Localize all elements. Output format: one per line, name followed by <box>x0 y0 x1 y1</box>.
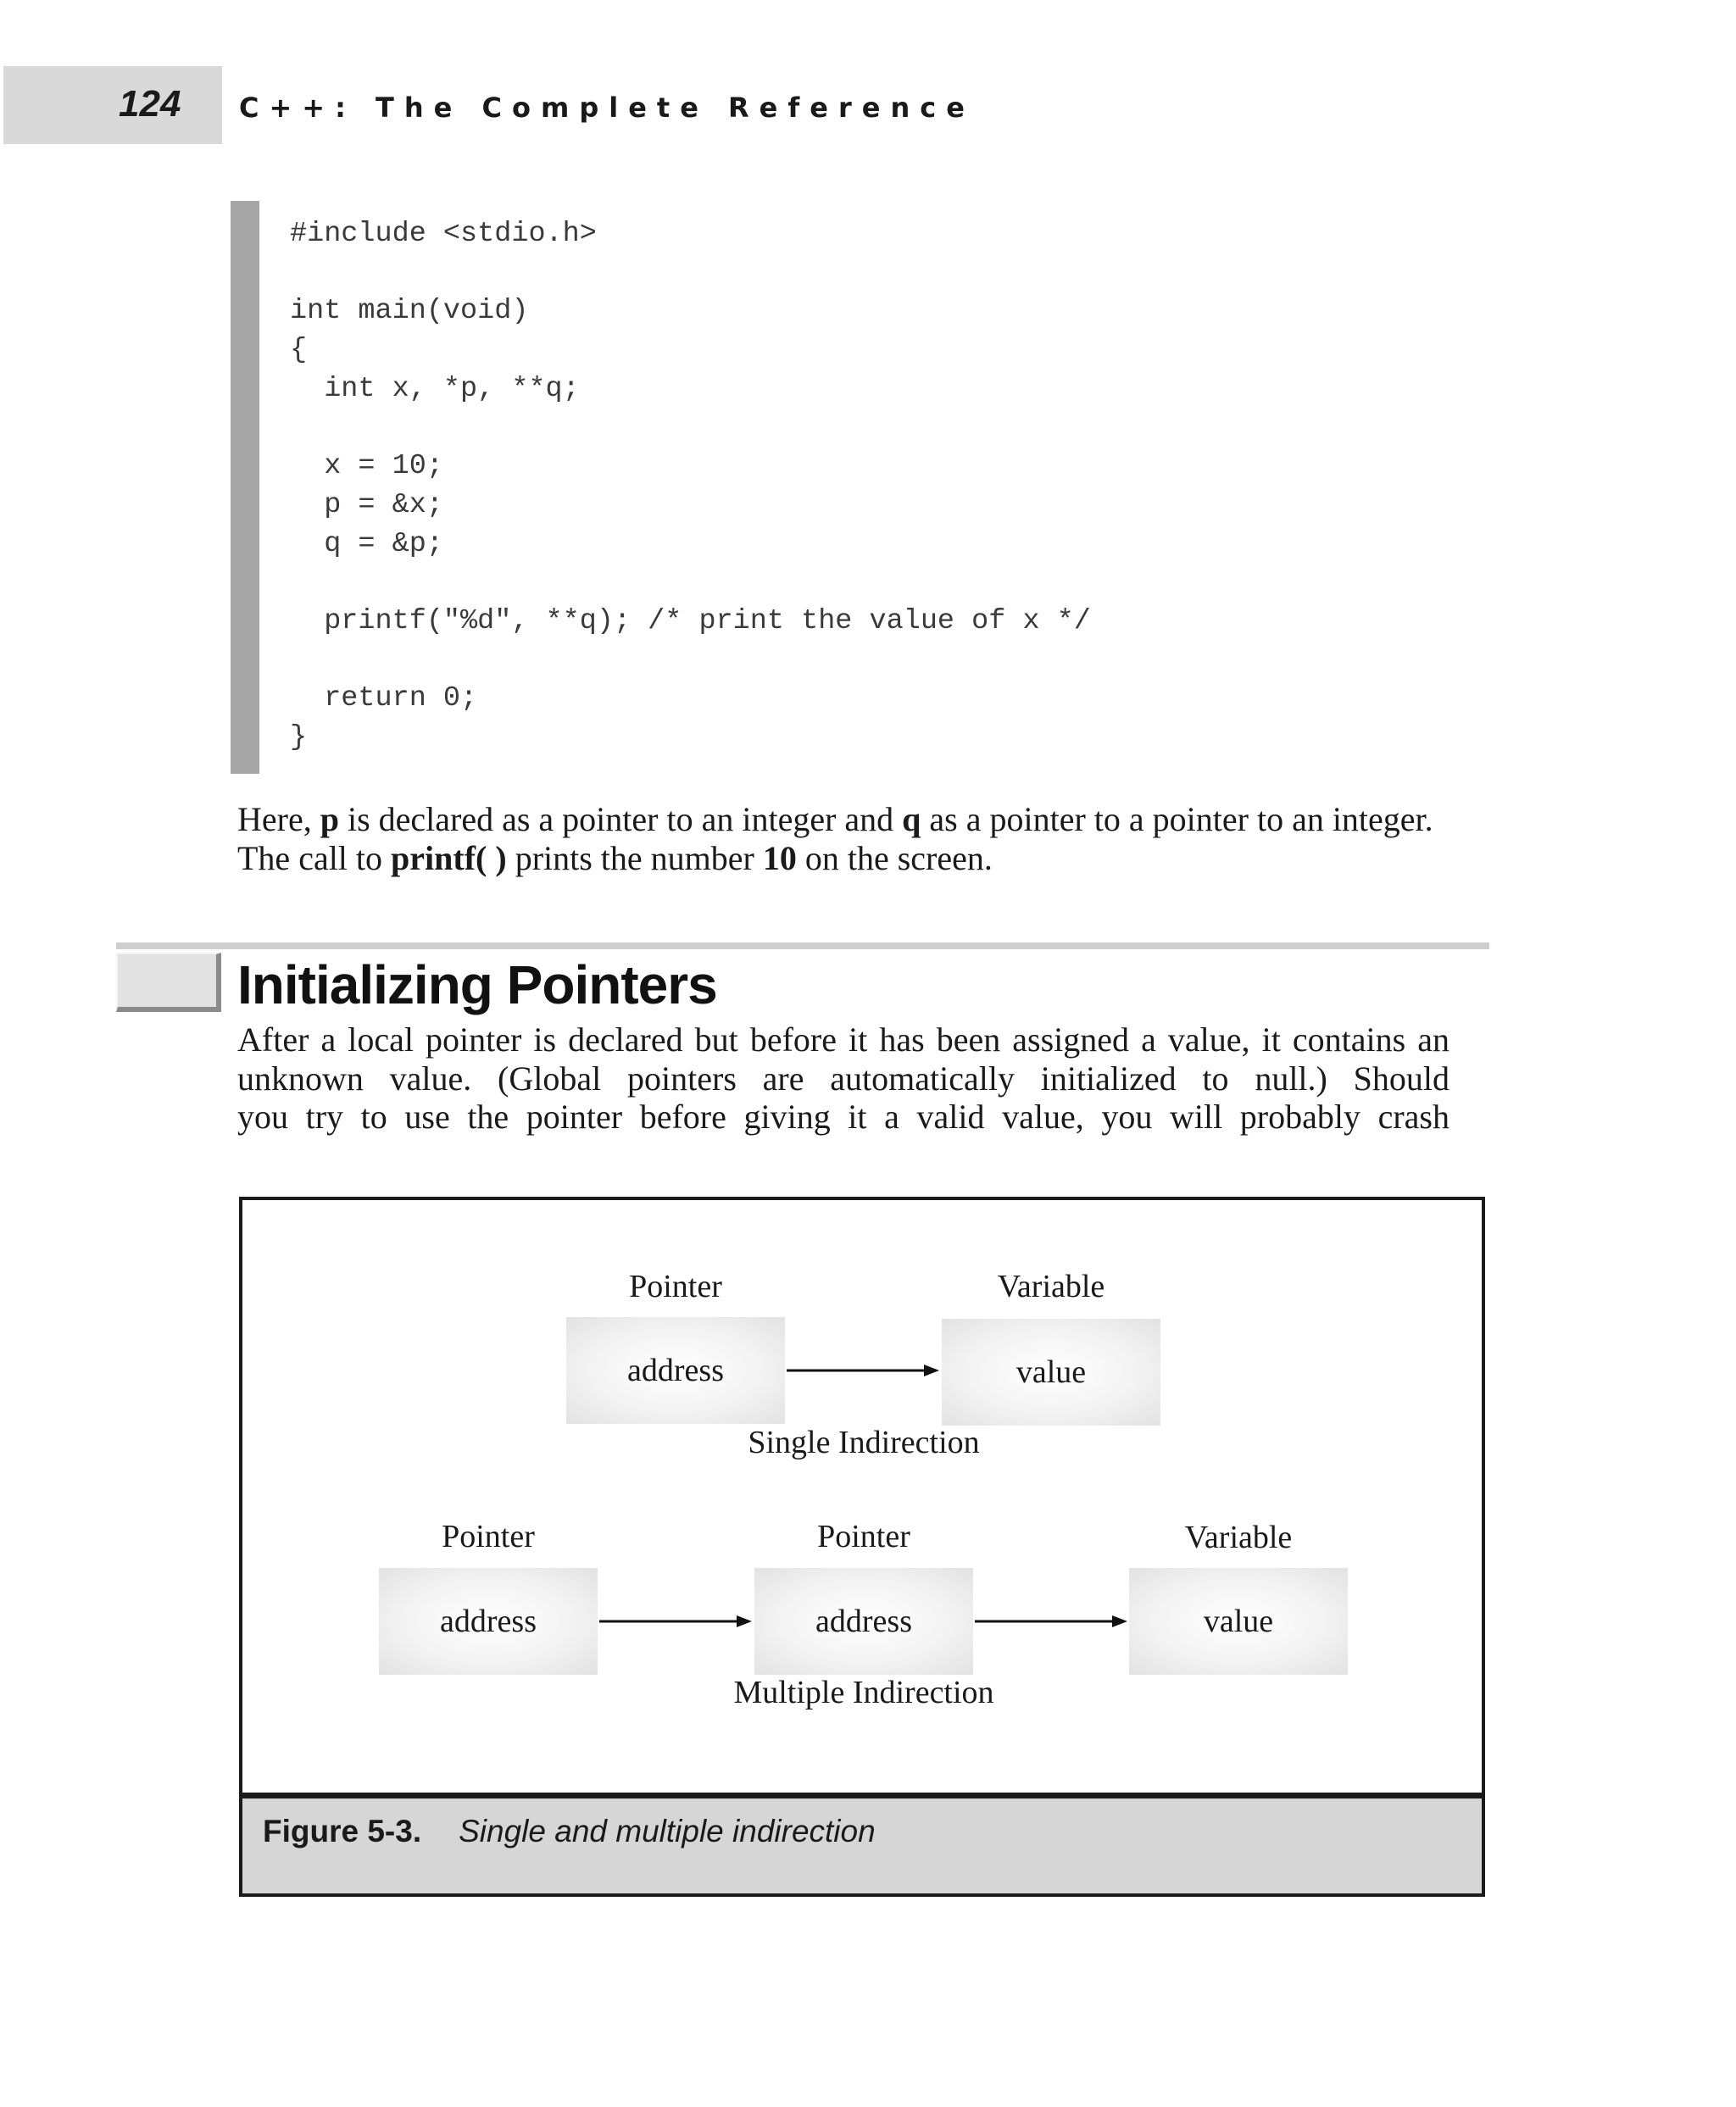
single-variable-value: value <box>1015 1354 1087 1390</box>
multiple-indirection-caption: Multiple Indirection <box>733 1675 994 1710</box>
page-number: 124 <box>119 83 181 125</box>
code-term-p: p <box>320 800 339 838</box>
figure-5-3 <box>239 1197 1485 1897</box>
section-rule <box>116 942 1489 949</box>
page-number-tab <box>3 66 222 144</box>
section-heading: Initializing Pointers <box>237 954 717 1015</box>
code-term-10: 10 <box>762 838 797 877</box>
paragraph-text: After a local pointer is declared but before it has been assigned a value, it contains an unknown value. (Global pointers are automatically initialized to null.) Should <box>237 1020 1449 1098</box>
code-term-q: q <box>902 800 921 838</box>
multi-variable-box <box>1129 1568 1348 1675</box>
single-variable-box <box>942 1319 1160 1426</box>
single-pointer-value: address <box>627 1353 724 1388</box>
figure-number: Figure 5-3. <box>263 1814 422 1848</box>
text-run: is declared as a pointer to an integer and <box>338 800 903 838</box>
multi-pointer1-label: Pointer <box>442 1519 535 1554</box>
text-run: on the screen. <box>796 838 993 877</box>
multi-variable-value: value <box>1203 1604 1274 1639</box>
multi-arrow1-icon <box>598 1613 754 1630</box>
paragraph-last-line: you try to use the pointer before giving it a valid value, you will probably crash <box>237 1098 1449 1136</box>
multi-pointer2-box <box>754 1568 973 1675</box>
multi-pointer1-value: address <box>440 1604 537 1639</box>
paragraph-pointer-explanation <box>237 800 1449 877</box>
running-head: C++: The Complete Reference <box>239 92 975 124</box>
multi-pointer2-label: Pointer <box>817 1519 910 1554</box>
single-variable-label: Variable <box>997 1269 1105 1304</box>
section-marker-box <box>116 953 221 1012</box>
paragraph-initializing-pointers <box>237 1020 1449 1137</box>
single-indirection-caption: Single Indirection <box>748 1425 980 1460</box>
code-listing: #include <stdio.h> int main(void) { int x, *p, **q; x = 10; p = &x; q = &p; printf("%d", **q); /* print the value of x */ return 0; } <box>290 218 1091 754</box>
multi-pointer2-value: address <box>815 1604 912 1639</box>
figure-caption <box>263 1814 876 1849</box>
figure-title: Single and multiple indirection <box>459 1814 876 1848</box>
multi-variable-label: Variable <box>1184 1520 1293 1555</box>
multi-arrow2-icon <box>973 1613 1129 1630</box>
text-run: as a pointer to a pointer to an integer. The call to <box>237 800 1433 877</box>
code-term-printf: printf( ) <box>391 838 507 877</box>
single-pointer-label: Pointer <box>629 1269 722 1304</box>
single-pointer-box <box>566 1317 785 1424</box>
text-run: prints the number <box>506 838 763 877</box>
single-arrow-icon <box>785 1362 941 1379</box>
code-block-bar <box>231 201 259 774</box>
figure-caption-bar <box>242 1793 1482 1893</box>
multi-pointer1-box <box>379 1568 598 1675</box>
text-run: Here, <box>237 800 320 838</box>
